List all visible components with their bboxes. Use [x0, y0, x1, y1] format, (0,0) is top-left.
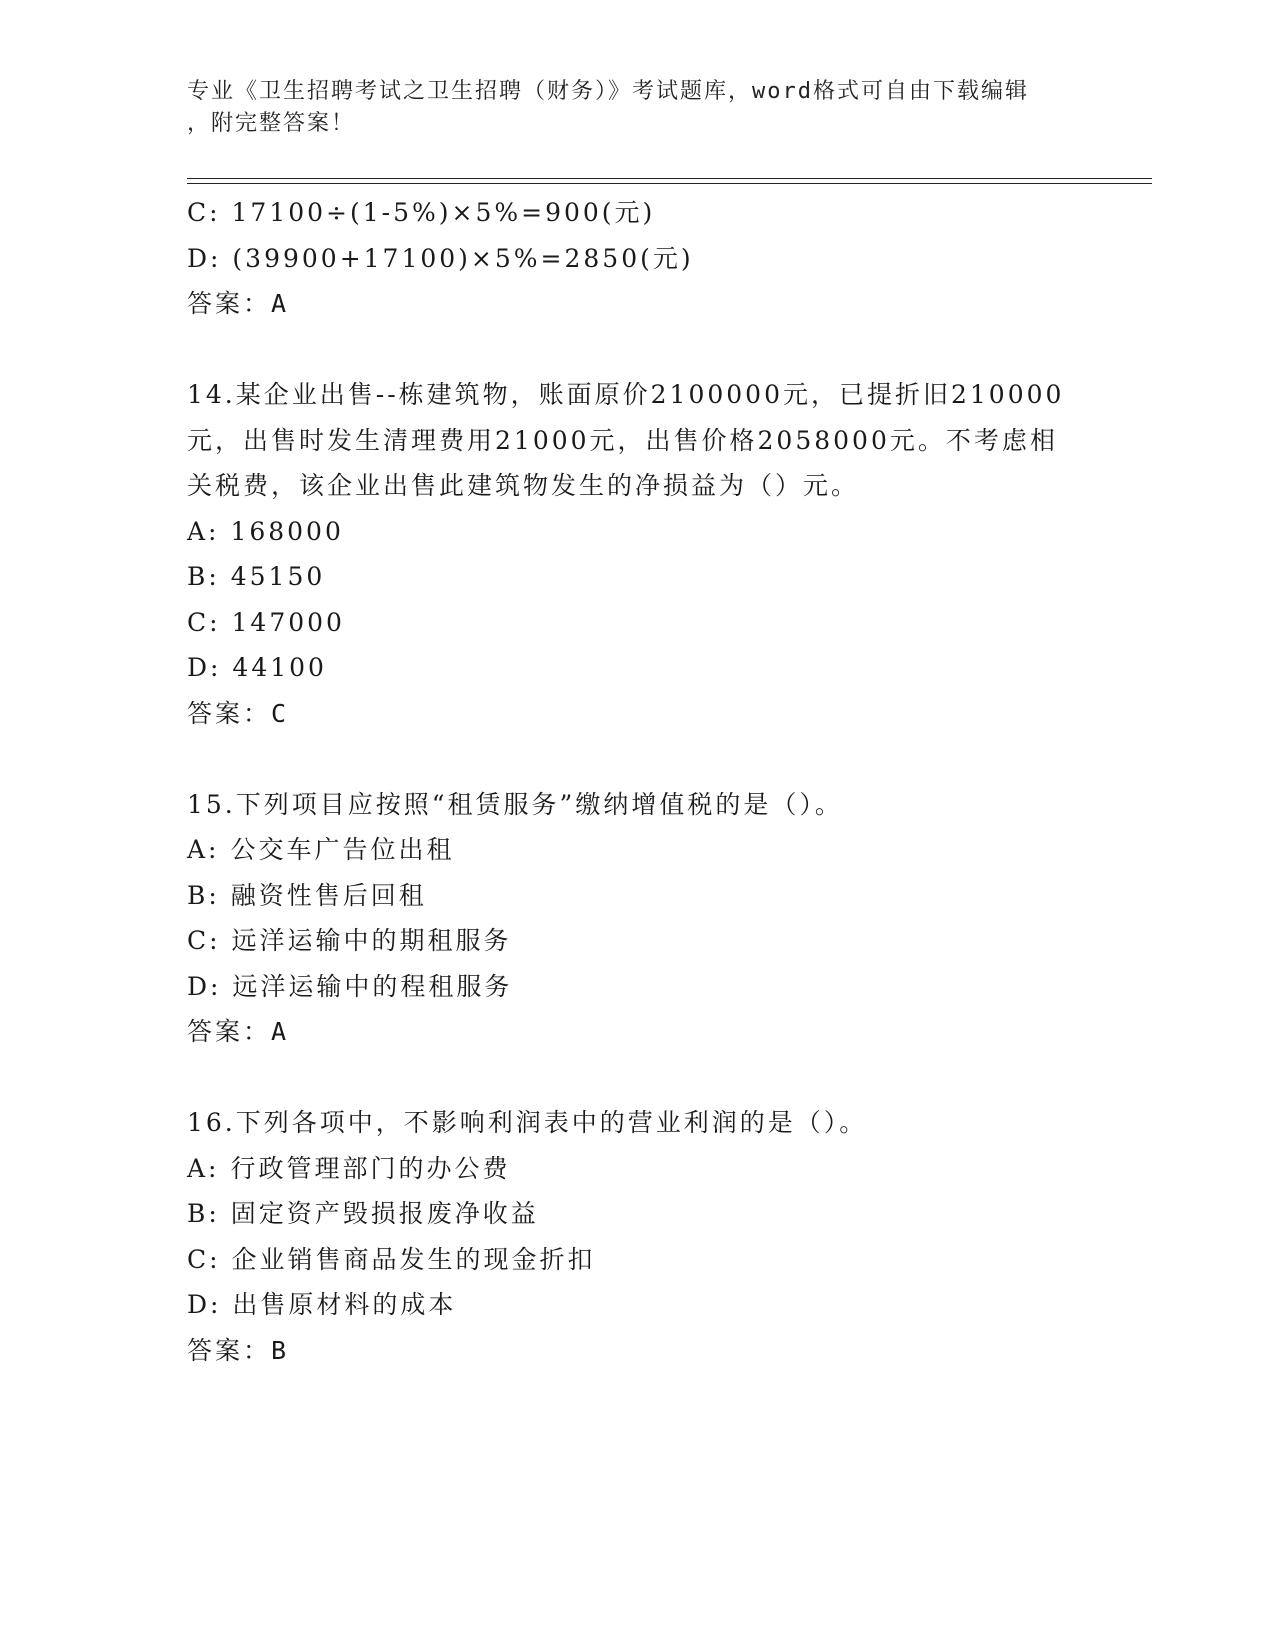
option-text: 168000: [230, 516, 344, 546]
question-14: [187, 372, 1087, 736]
question-stem-line: 元，出售时发生清理费用21000元，出售价格2058000元。不考虑相: [187, 425, 1058, 455]
option-text: 147000: [231, 607, 345, 637]
header-line-2: ，附完整答案！: [187, 111, 356, 136]
option-label: C:: [187, 1244, 221, 1274]
question-stem-line: 关税费，该企业出售此建筑物发生的净损益为（）元。: [187, 471, 860, 500]
option-c: [187, 600, 1087, 646]
question-stem-line: 15.下列项目应按照“租赁服务”缴纳增值税的是（）。: [187, 789, 843, 819]
question-list: [187, 190, 1087, 1373]
option-b: [187, 873, 1087, 919]
option-b: [187, 554, 1087, 600]
option-text: 出售原材料的成本: [232, 1290, 457, 1319]
option-label: D:: [187, 1290, 222, 1319]
answer-value: A: [271, 289, 290, 318]
option-d: [187, 645, 1087, 691]
header-line-1: 专业《卫生招聘考试之卫生招聘（财务）》考试题库，word格式可自由下载编辑: [187, 79, 1029, 104]
option-c: [187, 190, 1087, 236]
option-text: 行政管理部门的办公费: [230, 1153, 511, 1183]
option-label: D:: [187, 243, 222, 273]
option-d: [187, 236, 1087, 282]
option-text: 45150: [230, 562, 326, 591]
option-a: [187, 827, 1087, 873]
question-13-continued: [187, 190, 1087, 327]
option-text: (39900+17100)×5%=2850(元): [232, 243, 694, 273]
answer-label: 答案：: [187, 1017, 272, 1046]
option-text: 融资性售后回租: [230, 880, 427, 910]
answer-value: C: [271, 698, 290, 728]
option-text: 公交车广告位出租: [230, 835, 455, 864]
question-stem-line: 14.某企业出售--栋建筑物，账面原价2100000元，已提折旧210000: [187, 380, 1065, 409]
option-c: [187, 1237, 1087, 1283]
answer-label: 答案：: [187, 289, 272, 318]
header-divider-top: [187, 178, 1152, 179]
answer-value: A: [271, 1017, 290, 1046]
spacer: [187, 327, 1087, 373]
option-text: 企业销售商品发生的现金折扣: [231, 1244, 596, 1274]
option-label: B:: [187, 1199, 220, 1228]
option-text: 远洋运输中的期租服务: [231, 926, 512, 955]
spacer: [187, 1055, 1087, 1101]
answer-label: 答案：: [187, 698, 272, 728]
option-text: 44100: [232, 653, 327, 682]
option-d: [187, 1282, 1087, 1328]
option-d: [187, 964, 1087, 1010]
option-b: [187, 1191, 1087, 1237]
option-c: [187, 918, 1087, 964]
option-label: D:: [187, 653, 222, 682]
option-label: C:: [187, 607, 221, 637]
answer-label: 答案：: [187, 1335, 272, 1365]
option-label: B:: [187, 880, 220, 910]
answer-line: [187, 691, 1087, 737]
option-text: 17100÷(1-5%)×5%=900(元): [231, 198, 656, 227]
option-a: [187, 509, 1087, 555]
answer-line: [187, 1009, 1087, 1055]
option-label: A:: [187, 835, 220, 864]
question-16: [187, 1100, 1087, 1373]
option-a: [187, 1146, 1087, 1192]
header-divider-bottom: [187, 183, 1152, 184]
option-text: 固定资产毁损报废净收益: [230, 1199, 539, 1228]
spacer: [187, 736, 1087, 782]
option-label: A:: [187, 516, 220, 546]
option-label: B:: [187, 562, 220, 591]
option-label: C:: [187, 198, 221, 227]
option-text: 远洋运输中的程租服务: [232, 971, 513, 1001]
option-label: D:: [187, 971, 222, 1001]
document-header: [187, 76, 1067, 140]
option-label: A:: [187, 1153, 220, 1183]
option-label: C:: [187, 926, 221, 955]
question-15: [187, 782, 1087, 1055]
answer-value: B: [271, 1335, 290, 1365]
question-stem-line: 16.下列各项中，不影响利润表中的营业利润的是（）。: [187, 1108, 868, 1137]
answer-line: [187, 281, 1087, 327]
answer-line: [187, 1328, 1087, 1374]
